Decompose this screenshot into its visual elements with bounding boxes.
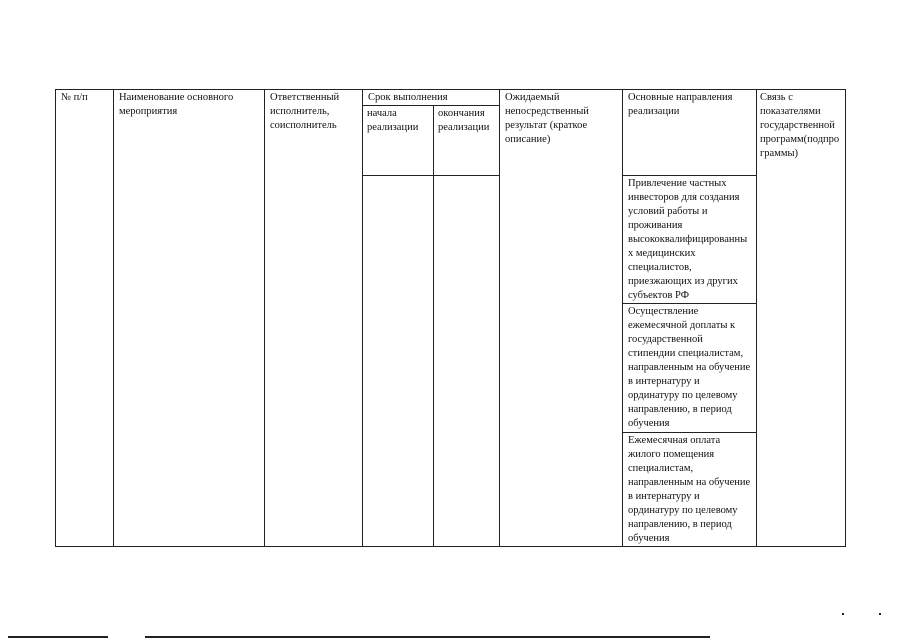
deadline-start-empty-cell	[363, 176, 434, 547]
direction-cell: Осуществление ежемесячной доплаты к государственной стипендии специалистам, направленным на обучение в интернатуру и ординатуру по целевому направлению, в период обучения	[623, 304, 757, 433]
header-deadline-start: начала реализации	[363, 106, 434, 176]
page-bottom-rule	[8, 636, 108, 638]
scan-speck	[879, 613, 881, 615]
header-measure-name: Наименование основного мероприятия	[114, 90, 265, 547]
header-responsible: Ответственный исполнитель, соисполнитель	[265, 90, 363, 547]
measures-table	[55, 89, 846, 547]
page-bottom-rule	[145, 636, 710, 638]
header-deadline-end: окончания реализации	[434, 106, 500, 176]
deadline-end-empty-cell	[434, 176, 500, 547]
header-number: № п/п	[56, 90, 114, 547]
direction-cell: Привлечение частных инвесторов для создания условий работы и проживания высококвалифицированных медицинских специалистов, приезжающих из других субъектов РФ	[623, 176, 757, 304]
header-expected-result: Ожидаемый непосредственный результат (краткое описание)	[500, 90, 623, 547]
header-link-indicators: Связь с показателями государственной программ(подпрограммы)	[757, 90, 846, 547]
header-main-directions: Основные направления реализации	[623, 90, 757, 176]
direction-cell: Ежемесячная оплата жилого помещения специалистам, направленным на обучение в интернатуру и ординатуру по целевому направлению, в период обучения	[623, 433, 757, 547]
header-deadline: Срок выполнения	[363, 90, 500, 106]
scan-speck	[842, 613, 844, 615]
